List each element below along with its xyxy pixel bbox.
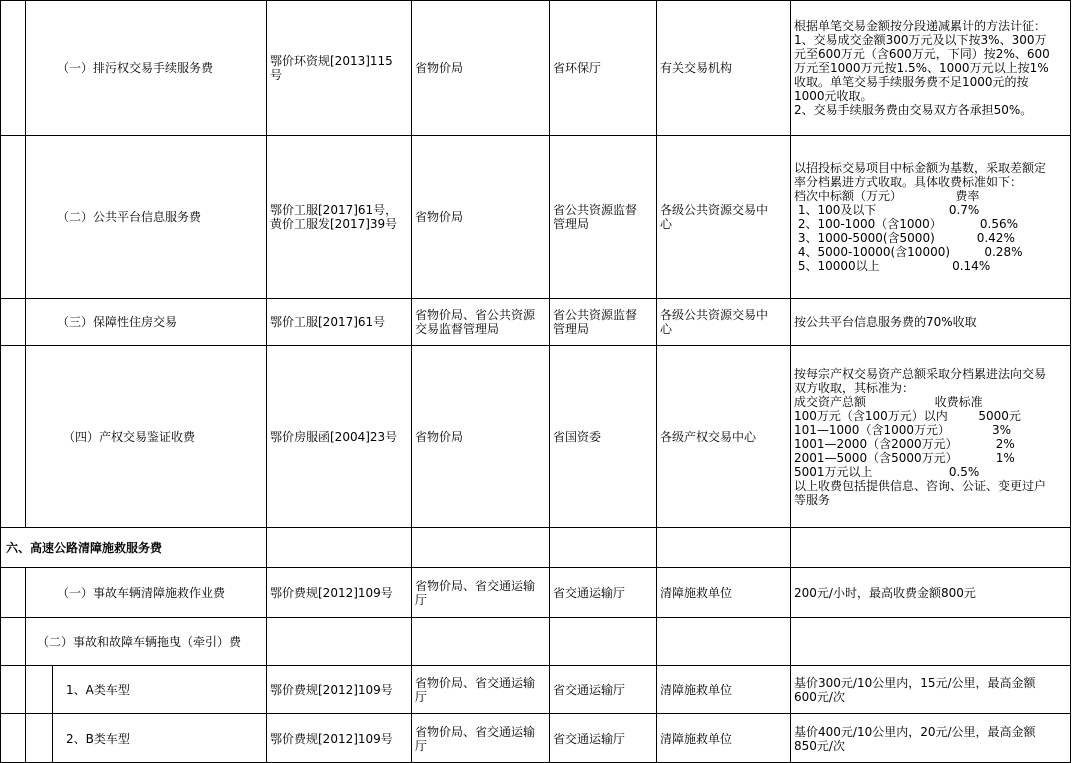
item-name-cell: 1、A类车型 [66,682,130,697]
fee-standard-cell: 基价400元/10公里内，20元/公里，最高金额 850元/次 [794,724,1036,753]
grid-col-line [0,617,1,665]
grid-col-line [0,298,1,345]
grid-col-line [266,617,267,665]
grid-col-line [656,567,657,617]
item-name-cell: （四）产权交易鉴证收费 [63,429,196,444]
grid-col-line [411,135,412,298]
grid-col-line [656,135,657,298]
grid-col-line [25,298,26,345]
pricing-department-cell: 省物价局、省交通运输 厅 [415,724,536,753]
grid-col-line [1070,298,1071,345]
item-name-cell: （一）排污权交易手续服务费 [57,61,214,75]
grid-col-line [25,0,26,135]
grid-col-line [656,527,657,567]
grid-col-line [0,0,1,135]
charging-unit-cell: 清障施救单位 [660,731,733,746]
grid-col-line [549,527,550,567]
grid-col-line [790,567,791,617]
grid-col-line [790,527,791,567]
grid-col-line [549,665,550,713]
grid-col-line [1070,345,1071,527]
grid-col-line [266,135,267,298]
grid-col-line [411,0,412,135]
grid-col-line [411,298,412,345]
charging-unit-cell: 清障施救单位 [660,585,733,600]
grid-col-line [790,135,791,298]
grid-col-line [266,567,267,617]
grid-col-line [25,617,26,665]
grid-col-line [656,345,657,527]
grid-col-line [411,665,412,713]
grid-col-line [0,527,1,567]
grid-col-line [25,713,26,763]
grid-col-line [790,298,791,345]
grid-col-line [1070,567,1071,617]
charging-department-cell [553,528,654,567]
grid-col-line [266,345,267,527]
grid-col-line [790,345,791,527]
grid-col-line [1070,527,1071,567]
item-name-cell: （二）事故和故障车辆拖曳（牵引）费 [37,634,242,649]
grid-col-line [1070,665,1071,713]
item-name-cell: （三）保障性住房交易 [57,315,178,329]
item-name-cell: （二）公共平台信息服务费 [57,210,202,224]
grid-col-line [1070,713,1071,763]
grid-col-line [411,713,412,763]
grid-col-line [0,135,1,298]
pricing-department-cell: 省物价局 [415,61,464,75]
charging-department-cell [553,618,654,665]
grid-col-line [0,567,1,617]
charging-unit-cell: 各级公共资源交易中 心 [660,308,769,336]
charging-department-cell: 省交通运输厅 [553,682,626,697]
document-number-cell: 鄂价工服[2017]61号 [270,315,386,329]
item-name-cell: 2、B类车型 [66,731,130,746]
grid-col-line [25,135,26,298]
pricing-department-cell [415,528,547,567]
grid-col-line [266,527,267,567]
charging-unit-cell: 清障施救单位 [660,682,733,697]
document-number-cell: 鄂价环资规[2013]115 号 [270,54,393,82]
grid-col-line [266,665,267,713]
grid-col-line [549,135,550,298]
grid-col-line [656,617,657,665]
grid-col-line [1070,0,1071,135]
charging-unit-cell: 各级公共资源交易中 心 [660,203,769,231]
charging-unit-cell [660,618,788,665]
grid-col-line [549,713,550,763]
fee-standard-cell: 按每宗产权交易资产总额采取分档累进法向交易 双方收取，其标准为： 成交资产总额 收费标准 100万元（含100万元）以内 5000元 101—1000（含1000万元） 3% 1001—2000（含2000万元） 2% 2001—5000（含5000万元） 1% 5001万元以上 0.5% 以上收费包括提供信息、咨询、公证、变更过户 等服务 [794,366,1047,507]
pricing-department-cell: 省物价局、省交通运输 厅 [415,578,536,607]
fee-standard-cell [794,618,1068,665]
charging-department-cell: 省交通运输厅 [553,731,626,746]
document-number-cell: 鄂价费规[2012]109号 [270,585,393,600]
charging-department-cell: 省环保厅 [553,61,602,75]
pricing-department-cell: 省物价局 [415,210,464,224]
fee-standard-cell: 按公共平台信息服务费的70%收取 [794,315,977,329]
document-number-cell: 鄂价费规[2012]109号 [270,731,393,746]
grid-col-line [549,298,550,345]
fee-standard-cell: 200元/小时，最高收费金额800元 [794,585,976,600]
charging-department-cell: 省公共资源监督 管理局 [553,308,638,336]
charging-unit-cell [660,528,788,567]
grid-col-line [0,713,1,763]
grid-col-line [549,345,550,527]
fee-standard-cell: 根据单笔交易金额按分段递减累计的方法计征： 1、交易成交金额300万元及以下按3%、300万 元至600万元（含600万元，下同）按2%、600 万元至1000万元按1.5%、1000万元以上按1% 收取。单笔交易手续服务费不足1000元的按 1000元收取。 2、交易手续服务费由交易双方各承担50%。 [794,19,1050,117]
charging-department-cell: 省国资委 [553,429,602,444]
grid-col-line [0,665,1,713]
grid-col-line [549,617,550,665]
grid-col-line [549,0,550,135]
fee-standard-cell: 基价300元/10公里内，15元/公里，最高金额 600元/次 [794,675,1036,704]
grid-col-line [790,665,791,713]
grid-col-line [411,567,412,617]
document-number-cell [270,618,409,665]
pricing-department-cell [415,618,547,665]
grid-col-line [1070,135,1071,298]
grid-col-line [266,298,267,345]
grid-col-line [656,298,657,345]
grid-col-line [656,713,657,763]
grid-col-line [656,0,657,135]
charging-department-cell: 省交通运输厅 [553,585,626,600]
grid-col-line [790,713,791,763]
grid-col-line [549,567,550,617]
grid-col-line [52,665,53,713]
grid-col-line [656,665,657,713]
item-name-cell: （一）事故车辆清障施救作业费 [57,585,226,600]
grid-col-line [266,0,267,135]
charging-unit-cell: 各级产权交易中心 [660,429,757,444]
document-number-cell: 鄂价房服函[2004]23号 [270,429,398,444]
grid-col-line [790,617,791,665]
pricing-department-cell: 省物价局、省公共资源 交易监督管理局 [415,308,536,336]
grid-col-line [25,665,26,713]
grid-col-line [52,713,53,763]
charging-unit-cell: 有关交易机构 [660,61,733,75]
fee-standard-cell [794,528,1068,567]
grid-col-line [25,567,26,617]
charging-department-cell: 省公共资源监督 管理局 [553,203,638,231]
document-number-cell: 鄂价费规[2012]109号 [270,682,393,697]
grid-col-line [790,0,791,135]
item-name-cell: 六、高速公路清障施救服务费 [6,540,163,555]
fee-standard-cell: 以招投标交易项目中标金额为基数，采取差额定 率分档累进方式收取。具体收费标准如下： 档次中标额（万元） 费率 1、100及以下 0.7% 2、100-1000（含1000） 0.56% 3、1000-5000(含5000) 0.42% 4、5000-10000(含10000) 0.28% 5、10000以上 0.14% [794,161,1047,273]
grid-col-line [0,345,1,527]
pricing-department-cell: 省物价局 [415,429,464,444]
grid-col-line [1070,617,1071,665]
grid-col-line [25,345,26,527]
grid-col-line [411,527,412,567]
grid-col-line [411,345,412,527]
pricing-department-cell: 省物价局、省交通运输 厅 [415,675,536,704]
grid-col-line [411,617,412,665]
document-number-cell: 鄂价工服[2017]61号， 黄价工服发[2017]39号 [270,203,398,231]
grid-col-line [266,713,267,763]
document-number-cell [270,528,409,567]
